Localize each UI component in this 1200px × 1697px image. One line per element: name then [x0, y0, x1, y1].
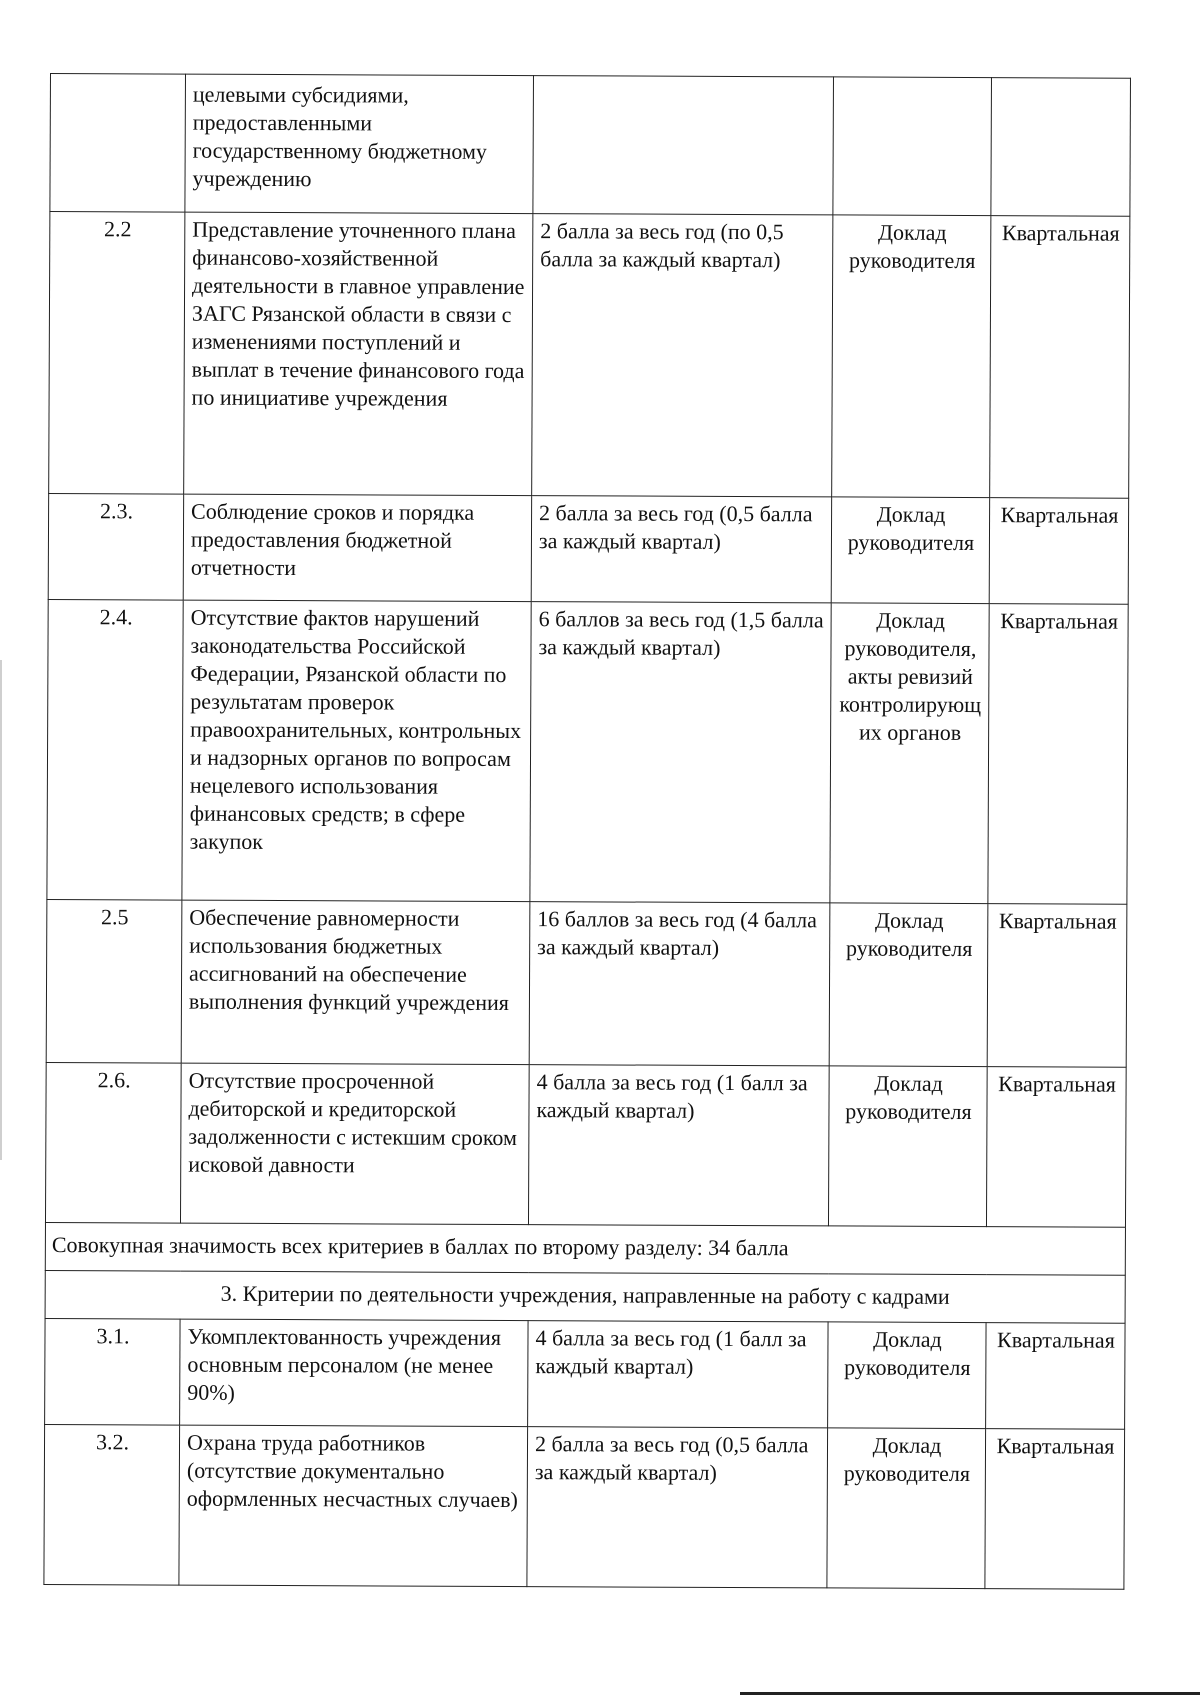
row-number: 2.3.: [48, 493, 183, 600]
points-text: 4 балла за весь год (1 балл за каждый квартал): [528, 1065, 829, 1226]
points-text: 4 балла за весь год (1 балл за каждый квартал): [528, 1321, 828, 1428]
points-text: 6 баллов за весь год (1,5 балла за каждый квартал): [530, 602, 831, 903]
points-text: [533, 76, 834, 215]
source-text: Доклад руководителя: [828, 1322, 986, 1429]
frequency-text: Квартальная: [987, 904, 1127, 1068]
section-total-text: Совокупная значимость всех критериев в баллах по второму разделу: 34 балла: [45, 1222, 1125, 1275]
section-heading-row: [45, 1270, 1125, 1323]
criterion-text: Соблюдение сроков и порядка предоставления бюджетной отчетности: [183, 494, 531, 602]
table-row: [47, 599, 1128, 904]
row-number: 2.2: [49, 212, 185, 495]
row-number: [50, 74, 186, 213]
source-text: Доклад руководителя: [832, 215, 991, 498]
frequency-text: Квартальная: [988, 604, 1128, 905]
frequency-text: [991, 78, 1131, 217]
criterion-text: Отсутствие фактов нарушений законодательства Российской Федерации, Рязанской области по результатам проверок правоохранительных, контрольных и надзорных органов по вопросам нецелевого использования финансовых средств; в сфере закупок: [182, 600, 531, 902]
criterion-text: Отсутствие просроченной дебиторской и кредиторской задолженности с истекшим сроком исковой давности: [180, 1063, 529, 1225]
row-number: 2.4.: [47, 599, 183, 900]
source-text: [833, 77, 992, 216]
criterion-text: Обеспечение равномерности использования бюджетных ассигнований на обеспечение выполнения функций учреждения: [181, 900, 530, 1065]
row-number: 3.2.: [44, 1424, 180, 1585]
frequency-text: Квартальная: [989, 498, 1128, 605]
points-text: 2 балла за весь год (0,5 балла за каждый квартал): [531, 496, 831, 603]
frequency-text: Квартальная: [985, 1429, 1125, 1590]
row-number: 2.6.: [45, 1062, 181, 1223]
frequency-text: Квартальная: [986, 1323, 1125, 1430]
source-text: Доклад руководителя: [831, 497, 989, 604]
table-row: [48, 493, 1128, 604]
summary-row: [45, 1222, 1125, 1275]
row-number: 2.5: [46, 899, 182, 1063]
source-text: Доклад руководителя, акты ревизий контролирующих органов: [830, 603, 989, 904]
table-row: [44, 1424, 1125, 1589]
table-row: [49, 212, 1130, 499]
frequency-text: Квартальная: [986, 1067, 1126, 1228]
table-row: [50, 74, 1131, 217]
criteria-table: [43, 73, 1131, 1590]
criterion-text: Укомплектованность учреждения основным персоналом (не менее 90%): [180, 1319, 528, 1427]
scan-bottom-rule: [740, 1692, 1200, 1695]
section-title: 3. Критерии по деятельности учреждения, направленные на работу с кадрами: [45, 1270, 1125, 1323]
table-row: [46, 899, 1127, 1067]
source-text: Доклад руководителя: [827, 1428, 986, 1589]
points-text: 16 баллов за весь год (4 балла за каждый квартал): [529, 902, 830, 1066]
table-row: [45, 1318, 1125, 1429]
points-text: 2 балла за весь год (по 0,5 балла за каждый квартал): [532, 214, 833, 497]
points-text: 2 балла за весь год (0,5 балла за каждый квартал): [527, 1427, 828, 1588]
criterion-text: Представление уточненного плана финансово-хозяйственной деятельности в главное управление ЗАГС Рязанской области в связи с изменениями поступлений и выплат в течение финансового года по инициативе учреждения: [184, 212, 533, 496]
scan-edge-shadow: [0, 660, 2, 1160]
criterion-text: Охрана труда работников (отсутствие документально оформленных несчастных случаев): [179, 1425, 528, 1587]
frequency-text: Квартальная: [990, 216, 1130, 499]
row-number: 3.1.: [45, 1318, 180, 1425]
source-text: Доклад руководителя: [829, 903, 988, 1067]
source-text: Доклад руководителя: [828, 1066, 987, 1227]
table-row: [45, 1062, 1126, 1227]
criterion-text: целевыми субсидиями, предоставленными государственному бюджетному учреждению: [185, 74, 534, 214]
